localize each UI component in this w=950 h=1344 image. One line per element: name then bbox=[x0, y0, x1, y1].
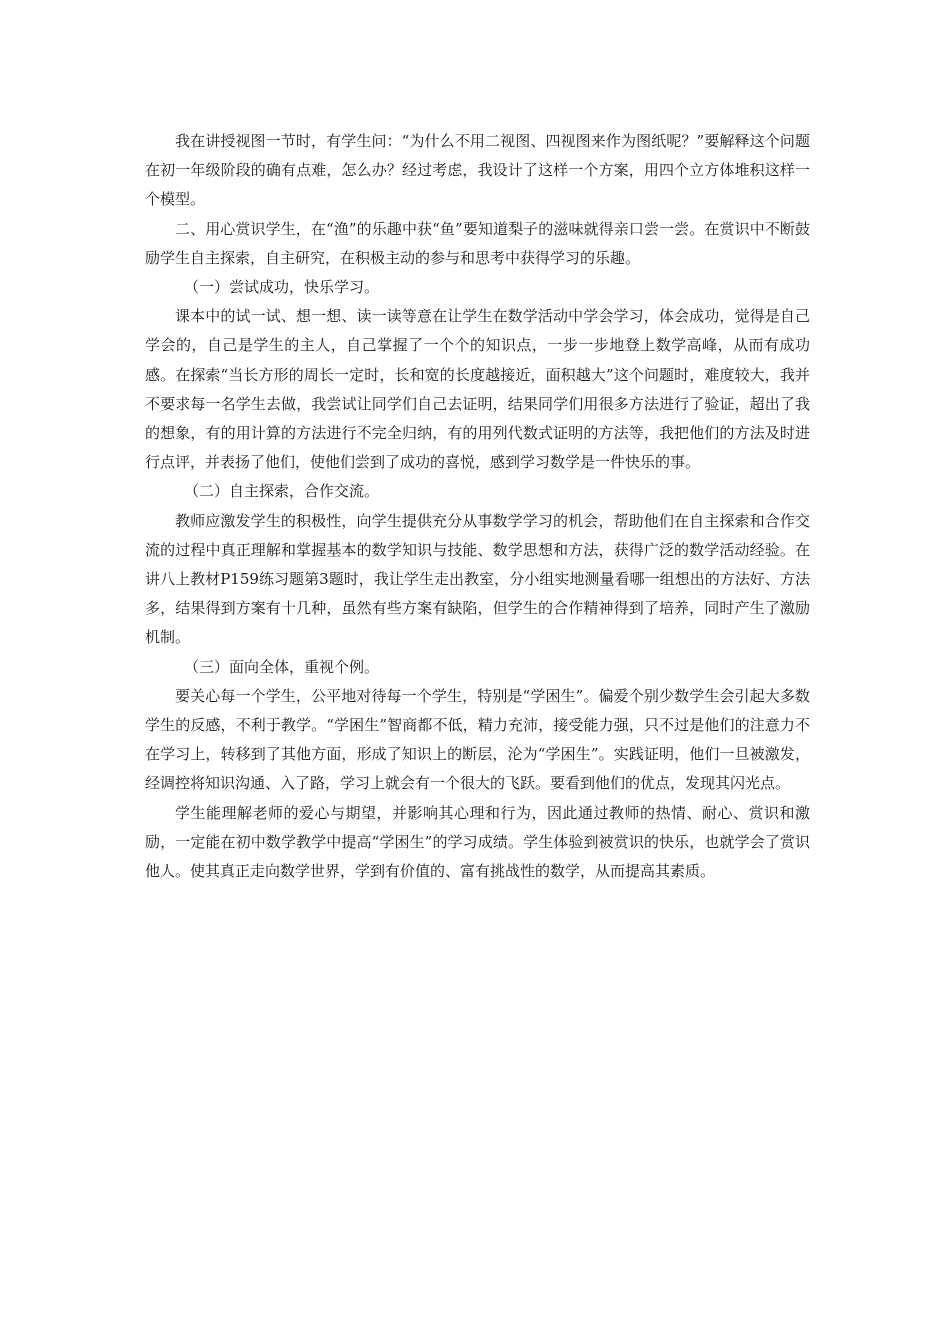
paragraph-intro: 我在讲授视图一节时，有学生问：“为什么不用二视图、四视图来作为图纸呢？”要解释这个问题在初一年级阶段的确有点难，怎么办？经过考虑，我设计了这样一个方案，用四个立方体堆积这样一个模型。 bbox=[145, 132, 810, 209]
paragraph-try-success: 课本中的试一试、想一想、读一读等意在让学生在数学活动中学会学习，体会成功，觉得是自己学会的，自己是学生的主人，自己掌握了一个个的知识点，一步一步地登上数学高峰，从而有成功感。在探索“当长方形的周长一定时，长和宽的长度越接近，面积越大”这个问题时，难度较大，我并不要求每一名学生去做，我尝试让同学们自己去证明，结果同学们用很多方法进行了验证，超出了我的想象，有的用计算的方法进行不完全归纳，有的用列代数式证明的方法等，我把他们的方法及时进行点评，并表扬了他们，使他们尝到了成功的喜悦，感到学习数学是一件快乐的事。 bbox=[145, 307, 810, 472]
document-body bbox=[145, 127, 810, 886]
paragraph-section-two: 二、用心赏识学生，在“渔”的乐趣中获“鱼”要知道梨子的滋味就得亲口尝一尝。在赏识中不断鼓励学生自主探索，自主研究，在积极主动的参与和思考中获得学习的乐趣。 bbox=[145, 219, 810, 267]
subheading-one: （一）尝试成功，快乐学习。 bbox=[184, 278, 380, 297]
paragraph-conclusion: 学生能理解老师的爱心与期望，并影响其心理和行为，因此通过教师的热情、耐心、赏识和激励，一定能在初中数学教学中提高“学困生”的学习成绩。学生体验到被赏识的快乐，也就学会了赏识他人。使其真正走向数学世界，学到有价值的、富有挑战性的数学，从而提高其素质。 bbox=[145, 803, 810, 881]
subheading-three: （三）面向全体，重视个例。 bbox=[184, 657, 380, 676]
subheading-two: （二）自主探索，合作交流。 bbox=[184, 482, 380, 501]
paragraph-all-students: 要关心每一个学生，公平地对待每一个学生，特别是“学困生”。偏爱个别少数学生会引起大多数学生的反感，不利于教学。“学困生”智商都不低，精力充沛，接受能力强，只不过是他们的注意力不在学习上，转移到了其他方面，形成了知识上的断层，沦为“学困生”。实践证明，他们一旦被激发，经调控将知识沟通、入了路，学习上就会有一个很大的飞跃。要看到他们的优点，发现其闪光点。 bbox=[145, 686, 810, 793]
paragraph-self-explore: 教师应激发学生的积极性，向学生提供充分从事数学学习的机会，帮助他们在自主探索和合作交流的过程中真正理解和掌握基本的数学知识与技能、数学思想和方法，获得广泛的数学活动经验。在讲八上教材P159练习题第3题时，我让学生走出教室，分小组实地测量看哪一组想出的方法好、方法多，结果得到方案有十几种，虽然有些方案有缺陷，但学生的合作精神得到了培养，同时产生了激励机制。 bbox=[145, 511, 810, 647]
